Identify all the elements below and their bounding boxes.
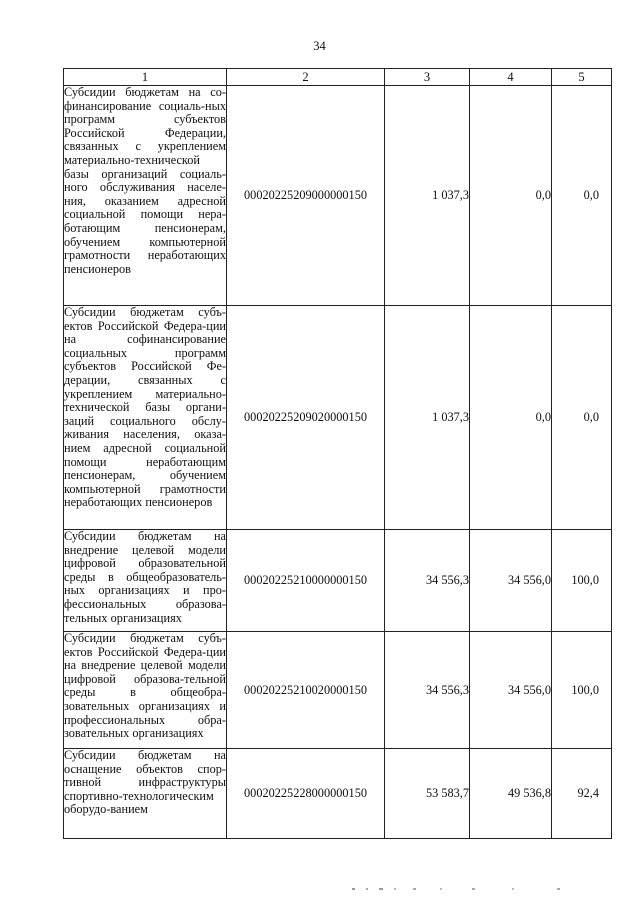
row-value-col4: 0,0	[470, 306, 552, 530]
table-row	[64, 749, 612, 839]
row-description: Субсидии бюджетам субъ-ектов Российской Федера-ции на софинансирование социальных программ субъектов Российской Фе-дерации, связанных с укреплением материально-технической базы органи-заций социального обслу-живания населения, оказа-нием адресной социальной помощи неработающим пенсионерам, обучением компьютерной грамотности неработающих пенсионеров	[64, 306, 227, 530]
row-value-col4: 34 556,0	[470, 530, 552, 632]
header-col-3: 3	[385, 69, 470, 86]
row-value-col3: 34 556,3	[385, 530, 470, 632]
table-row	[64, 530, 612, 632]
row-value-col5: 100,0	[552, 530, 612, 632]
row-code: 00020225210020000150	[227, 632, 385, 749]
row-description: Субсидии бюджетам на внедрение целевой модели цифровой образовательной среды в общеобразователь-ных организациях и про-фессиональных образова-тельных организациях	[64, 530, 227, 632]
header-col-2: 2	[227, 69, 385, 86]
row-description: Субсидии бюджетам на оснащение объектов спор-тивной инфраструктуры спортивно-технологическим оборудо-ванием	[64, 749, 227, 839]
header-col-1: 1	[64, 69, 227, 86]
row-code: 00020225209000000150	[227, 86, 385, 306]
table-row	[64, 86, 612, 306]
row-code: 00020225209020000150	[227, 306, 385, 530]
row-value-col3: 1 037,3	[385, 86, 470, 306]
header-row	[64, 69, 612, 86]
row-value-col3: 34 556,3	[385, 632, 470, 749]
row-value-col4: 0,0	[470, 86, 552, 306]
page-number: 34	[313, 39, 326, 53]
row-value-col4: 34 556,0	[470, 632, 552, 749]
row-code: 00020225210000000150	[227, 530, 385, 632]
budget-table	[63, 68, 612, 839]
row-value-col5: 92,4	[552, 749, 612, 839]
table-row	[64, 306, 612, 530]
row-value-col3: 53 583,7	[385, 749, 470, 839]
scan-artifact-marks	[352, 887, 582, 891]
row-value-col5: 0,0	[552, 86, 612, 306]
header-col-5: 5	[552, 69, 612, 86]
row-value-col5: 0,0	[552, 306, 612, 530]
table-row	[64, 632, 612, 749]
row-description: Субсидии бюджетам на со-финансирование социаль-ных программ субъектов Российской Федерации, связанных с укреплением материально-технической базы организаций социаль-ного обслуживания населе-ния, оказанием адресной социальной помощи нера-ботающим пенсионерам, обучением компьютерной грамотности неработающих пенсионеров	[64, 86, 227, 306]
header-col-4: 4	[470, 69, 552, 86]
row-code: 00020225228000000150	[227, 749, 385, 839]
row-value-col4: 49 536,8	[470, 749, 552, 839]
row-value-col3: 1 037,3	[385, 306, 470, 530]
row-description: Субсидии бюджетам субъ-ектов Российской Федера-ции на внедрение целевой модели цифровой образова-тельной среды в общеобра-зовательных организациях и профессиональных обра-зовательных организациях	[64, 632, 227, 749]
row-value-col5: 100,0	[552, 632, 612, 749]
